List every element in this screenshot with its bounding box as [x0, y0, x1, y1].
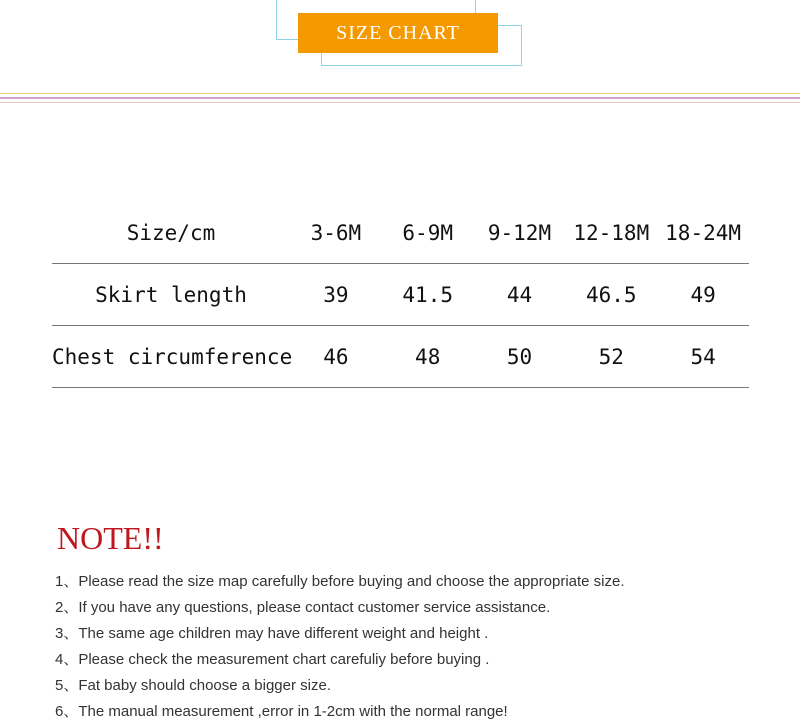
- divider-purple: [0, 97, 800, 99]
- table-row-chest-circumference: [52, 326, 749, 388]
- table-cell: 48: [415, 344, 441, 369]
- table-cell: 49: [690, 282, 716, 307]
- divider-pink: [0, 102, 800, 103]
- note-item: 6、The manual measurement ,error in 1-2cm with the normal range!: [55, 703, 508, 720]
- note-title: NOTE!!: [57, 520, 164, 556]
- note-item: 4、Please check the measurement chart carefuliy before buying .: [55, 651, 490, 668]
- note-item: 3、The same age children may have different weight and height .: [55, 625, 489, 642]
- table-row-skirt-length: [52, 264, 749, 326]
- note-list: [55, 569, 625, 725]
- size-header-cell: 3-6M: [310, 220, 362, 245]
- note-item: 1、Please read the size map carefully before buying and choose the appropriate size.: [55, 573, 625, 590]
- table-cell: 41.5: [402, 282, 453, 307]
- size-header-cell: 12-18M: [573, 220, 650, 245]
- table-cell: 46.5: [586, 282, 637, 307]
- table-cell: 50: [506, 344, 533, 369]
- size-header-cell: 6-9M: [402, 220, 453, 245]
- size-header-label: Size/cm: [126, 220, 216, 245]
- note-item: 2、If you have any questions, please contact customer service assistance.: [55, 599, 551, 616]
- table-cell: 54: [690, 344, 716, 369]
- row-label: Skirt length: [95, 282, 247, 307]
- divider-gold: [0, 93, 800, 94]
- table-cell: 44: [506, 282, 533, 307]
- note-item: 5、Fat baby should choose a bigger size.: [55, 677, 331, 694]
- size-table: [52, 202, 749, 388]
- table-cell: 46: [323, 344, 349, 369]
- row-label: Chest circumference: [52, 344, 293, 369]
- size-header-cell: 9-12M: [487, 220, 552, 245]
- size-header-cell: 18-24M: [665, 220, 742, 245]
- size-header-row: [52, 202, 749, 264]
- table-cell: 52: [598, 344, 624, 369]
- size-chart-banner: SIZE CHART: [298, 13, 498, 53]
- table-cell: 39: [323, 282, 349, 307]
